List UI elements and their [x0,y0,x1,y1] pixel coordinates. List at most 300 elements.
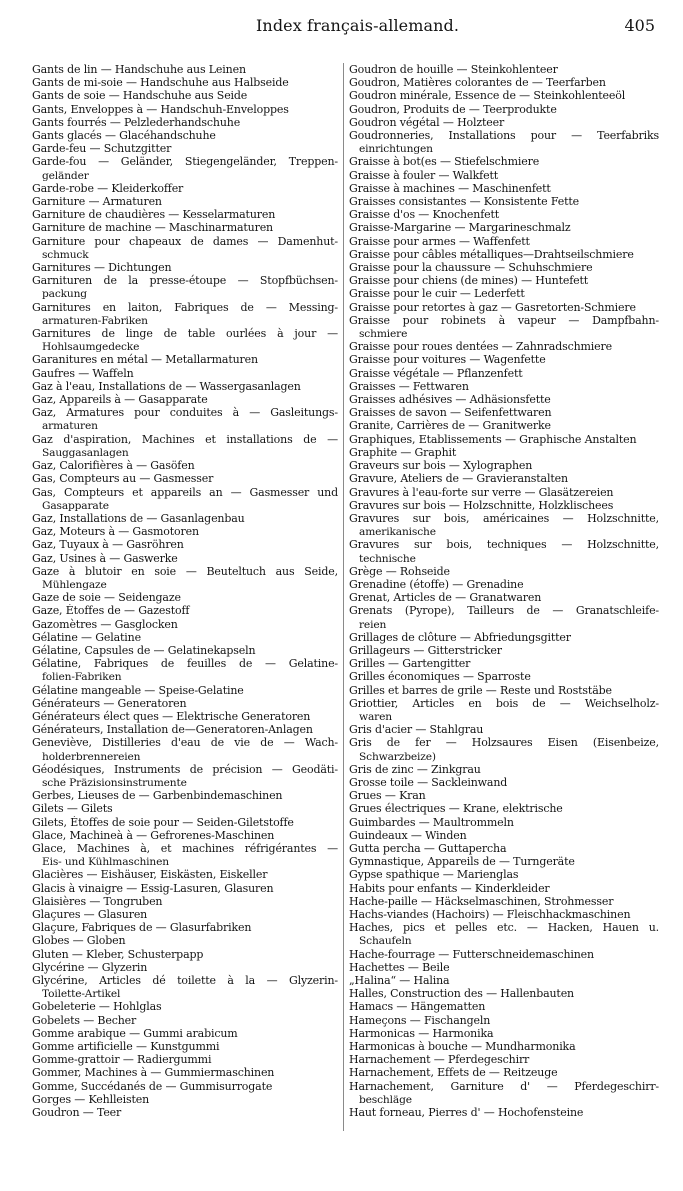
entry-line: Goudron minérale, Essence de — Steinkohlenteeöl [349,89,626,103]
index-entry [349,274,659,287]
entry-line: Garniture — Armaturen [32,195,162,209]
index-entry [349,684,659,697]
entry-line: Garniture de chaudières — Kesselarmaturen [32,208,276,222]
entry-line: Graisse pour chiens (de mines) — Huntefett [349,274,589,288]
entry-line: Gomme-grattoir — Radiergummi [32,1053,212,1067]
entry-line: Guimbardes — Maultrommeln [349,815,514,829]
entry-line: Glacières — Eishäuser, Eiskästen, Eiskeller [32,868,268,882]
index-entry [349,789,659,802]
entry-line: Hachettes — Beile [349,960,450,974]
index-entry [32,116,338,129]
index-entry [349,512,659,538]
index-entry [349,248,659,261]
index-entry [32,512,338,525]
index-entry [32,591,338,604]
index-entry [349,987,659,1000]
index-entry [349,1053,659,1066]
entry-line: Gélatine mangeable — Speise-Gelatine [32,683,244,697]
index-entry [32,486,338,512]
index-entry [349,380,659,393]
index-entry [32,89,338,102]
entry-line: Gommer, Machines à — Gummiermaschinen [32,1066,275,1080]
entry-line: Graisses consistantes — Konsistente Fette [349,195,579,209]
entry-line: Harnachement, Garniture d' — Pferdegeschirr- [349,1079,659,1093]
entry-line: Gravures sur bois, techniques — Holzschnitte, [349,538,659,552]
index-entry [349,816,659,829]
index-entry [349,882,659,895]
entry-line: Goudron de houille — Steinkohlenteer [349,63,558,76]
entry-line: Gaze, Étoffes de — Gazestoff [32,604,190,618]
entry-line: Gaz, Usines à — Gaswerke [32,551,178,565]
entry-line: Hache-paille — Häckselmaschinen, Strohmesser [349,894,614,908]
entry-line: Glaisières — Tongruben [32,894,163,908]
index-entry [349,261,659,274]
index-entry [32,1080,338,1093]
index-entry [32,301,338,327]
index-entry [32,908,338,921]
entry-line: Haut forneau, Pierres d' — Hochofensteine [349,1106,584,1120]
index-entry [349,195,659,208]
entry-line: Graisse pour armes — Waffenfett [349,234,530,248]
entry-continuation: holderbrennereien [42,749,141,763]
entry-line: Gaz, Armatures pour conduites à — Gasleitungs- [32,406,338,420]
entry-line: Grège — Rohseide [349,564,450,578]
entry-continuation: beschläge [359,1092,412,1106]
entry-line: Gomme arabique — Gummi arabicum [32,1026,238,1040]
index-entry [349,657,659,670]
index-entry [32,208,338,221]
index-entry [32,565,338,591]
index-entry [32,829,338,842]
entry-line: Garnitures de linge de table ourlées à jour — [32,327,338,341]
index-entry [32,763,338,789]
entry-line: Garniture de machine — Maschinarmaturen [32,221,273,235]
entry-line: Graisse-Margarine — Margarineschmalz [349,221,571,235]
entry-line: Graphite — Graphit [349,445,457,459]
entry-line: Harmonicas à bouche — Mundharmonika [349,1040,576,1054]
entry-line: Gobeleterie — Hohlglas [32,1000,162,1014]
entry-continuation: armaturen [42,419,98,433]
index-entry [32,1093,338,1106]
index-entry [32,221,338,234]
index-entry [32,1106,338,1119]
entry-line: Gazomètres — Gasglocken [32,617,178,631]
entry-line: Grillages de clôture — Abfriedungsgitter [349,630,571,644]
entry-line: „Halina“ — Halina [349,974,450,988]
index-entry [349,578,659,591]
index-entry [349,1000,659,1013]
entry-line: Gas, Compteurs et appareils an — Gasmesser und [32,485,338,499]
index-entry [349,697,659,723]
index-entry [349,301,659,314]
index-entry [349,89,659,102]
index-entry [349,406,659,419]
entry-line: Graisse végétale — Pflanzenfett [349,366,523,380]
entry-line: Gravure, Ateliers de — Gravieranstalten [349,472,568,486]
entry-line: Graisses de savon — Seifenfettwaren [349,406,552,420]
index-entry [32,406,338,432]
index-entry [349,314,659,340]
entry-line: Graisses — Fettwaren [349,379,469,393]
entry-line: Garnituren de la presse-étoupe — Stopfbüchsen- [32,274,338,288]
entry-line: Garniture pour chapeaux de dames — Damenhut- [32,234,338,248]
index-entry [349,103,659,116]
index-entry [349,486,659,499]
entry-line: Gravures sur bois, américaines — Holzschnitte, [349,511,659,525]
index-entry [349,565,659,578]
index-entry [349,221,659,234]
entry-line: Grilles — Gartengitter [349,657,471,671]
index-entry [349,948,659,961]
index-entry [32,618,338,631]
index-entry [349,393,659,406]
entry-line: Gants de lin — Handschuhe aus Leinen [32,63,246,76]
entry-line: Gerbes, Lieuses de — Garbenbindemaschinen [32,789,283,803]
entry-line: Goudron — Teer [32,1106,122,1120]
entry-line: Gravures à l'eau-forte sur verre — Glasätzereien [349,485,614,499]
entry-line: Garde-fou — Geländer, Stiegengeländer, Treppen- [32,155,338,169]
entry-line: Grues électriques — Krane, elektrische [349,802,563,816]
entry-line: Générateurs — Generatoren [32,696,187,710]
index-entry [349,155,659,168]
entry-line: Graisse à fouler — Walkfett [349,168,498,182]
index-entry [32,235,338,261]
entry-line: Glaçure, Fabriques de — Glasurfabriken [32,921,252,935]
index-entry [32,723,338,736]
entry-line: Guindeaux — Winden [349,828,467,842]
entry-continuation: Gasapparate [42,498,109,512]
index-entry [349,604,659,630]
entry-line: Haches, pics et pelles etc. — Hacken, Hauen u. [349,921,659,935]
entry-line: Générateurs élect ques — Elektrische Generatoren [32,709,311,723]
entry-line: Grilles et barres de grile — Reste und Roststäbe [349,683,612,697]
entry-line: Graisse pour robinets à vapeur — Dampfbahn- [349,313,659,327]
right-column [349,63,659,1119]
index-entry [32,103,338,116]
index-entry [349,63,659,76]
entry-line: Hamacs — Hängematten [349,1000,486,1014]
entry-line: Gélatine, Fabriques de feuilles de — Gelatine- [32,657,338,671]
index-entry [349,855,659,868]
page-header [0,16,683,42]
index-entry [32,155,338,181]
index-entry [349,499,659,512]
entry-line: Graisse pour câbles métalliques—Drahtseilschmiere [349,247,634,261]
index-entry [349,908,659,921]
entry-line: Glaçures — Glasuren [32,908,148,921]
index-title: Index français-allemand. [256,16,460,35]
index-entry [349,723,659,736]
index-entry [349,1106,659,1119]
entry-line: Graveurs sur bois — Xylographen [349,459,533,473]
index-entry [32,538,338,551]
entry-line: Graisse pour roues dentées — Zahnradschmiere [349,340,612,354]
entry-continuation: amerikanische [359,525,436,539]
entry-line: Grosse toile — Sackleinwand [349,775,508,789]
index-entry [32,380,338,393]
index-entry [349,129,659,155]
index-entry [32,974,338,1000]
index-entry [349,974,659,987]
index-entry [349,208,659,221]
entry-continuation: Schwarzbeize) [359,749,436,763]
index-entry [32,367,338,380]
entry-line: Gobelets — Becher [32,1013,137,1027]
index-entry [32,1027,338,1040]
entry-line: Graisse à machines — Maschinenfett [349,181,551,195]
entry-line: Goudron végétal — Holzteer [349,115,505,129]
entry-line: Glycérine, Articles dé toilette à la — Glyzerin- [32,974,338,988]
index-entry [349,776,659,789]
entry-continuation: schmuck [42,247,89,261]
index-entry [32,961,338,974]
column-divider [343,63,344,1131]
entry-line: Gants de soie — Handschuhe aus Seide [32,89,248,103]
index-entry [32,604,338,617]
entry-line: Gélatine — Gelatine [32,630,141,644]
entry-line: Gilets, Étoffes de soie pour — Seiden-Giletstoffe [32,815,294,829]
index-entry [32,802,338,815]
entry-line: Harnachement — Pferdegeschirr [349,1053,530,1067]
page-number: 405 [624,16,655,35]
index-entry [32,842,338,868]
entry-line: Grenat, Articles de — Granatwaren [349,591,542,605]
entry-line: Glace, Machines à, et machines réfrigérantes — [32,841,338,855]
entry-line: Gélatine, Capsules de — Gelatinekapseln [32,643,256,657]
index-entry [349,353,659,366]
entry-line: Gaz d'aspiration, Machines et installations de — [32,432,338,446]
entry-continuation: waren [359,709,392,723]
index-entry [349,644,659,657]
index-entry [32,868,338,881]
entry-line: Graisse pour retortes à gaz — Gasretorten-Schmiere [349,300,636,314]
left-column [32,63,338,1119]
entry-line: Graphiques, Etablissements — Graphische Anstalten [349,432,637,446]
entry-line: Graisse à bot(es — Stiefelschmiere [349,155,540,169]
index-entry [32,261,338,274]
index-entry [349,631,659,644]
entry-line: Graisse d'os — Knochenfett [349,208,500,222]
entry-line: Grenats (Pyrope), Tailleurs de — Granatschleife- [349,604,659,618]
index-entry [349,1014,659,1027]
index-entry [349,895,659,908]
index-entry [32,433,338,459]
entry-line: Gants, Enveloppes à — Handschuh-Enveloppes [32,102,289,116]
entry-line: Gas, Compteurs au — Gasmesser [32,472,214,486]
index-entry [32,393,338,406]
index-entry [32,459,338,472]
entry-line: Gomme, Succédanés de — Gummisurrogate [32,1079,273,1093]
index-entry [32,684,338,697]
entry-line: Graisse pour la chaussure — Schuhschmiere [349,261,593,275]
entry-line: Harmonicas — Harmonika [349,1026,494,1040]
index-entry [32,697,338,710]
index-entry [32,63,338,76]
entry-line: Goudron, Matières colorantes de — Teerfarben [349,76,606,90]
entry-line: Gorges — Kehlleisten [32,1092,150,1106]
index-entry [32,274,338,300]
index-entry [32,657,338,683]
index-entry [32,525,338,538]
index-entry [349,419,659,432]
entry-continuation: armaturen-Fabriken [42,313,148,327]
index-entry [349,842,659,855]
entry-line: Gaz, Moteurs à — Gasmotoren [32,525,199,539]
index-entry [32,1066,338,1079]
entry-line: Garde-robe — Kleiderkoffer [32,181,184,195]
index-entry [349,802,659,815]
index-entry [32,1053,338,1066]
entry-continuation: geländer [42,168,89,182]
entry-line: Griottier, Articles en bois de — Weichselholz- [349,696,659,710]
entry-line: Globes — Globen [32,934,126,948]
entry-line: Grillageurs — Gitterstricker [349,643,502,657]
entry-continuation: schmiere [359,327,408,341]
index-entry [349,829,659,842]
entry-line: Gants fourrés — Pelzlederhandschuhe [32,115,241,129]
index-entry [32,1014,338,1027]
index-entry [32,182,338,195]
entry-line: Gaz, Tuyaux à — Gasröhren [32,538,184,552]
entry-continuation: Sauggasanlagen [42,445,129,459]
entry-line: Garnitures en laiton, Fabriques de — Messing- [32,300,338,314]
index-entry [32,129,338,142]
entry-line: Graisses adhésives — Adhäsionsfette [349,393,551,407]
entry-line: Gaz, Installations de — Gasanlagenbau [32,511,245,525]
entry-line: Graisse pour voitures — Wagenfette [349,353,546,367]
entry-line: Gaze de soie — Seidengaze [32,591,181,605]
index-entry [32,327,338,353]
entry-line: Hache-fourrage — Futterschneidemaschinen [349,947,594,961]
index-entry [32,76,338,89]
index-entry [32,816,338,829]
entry-line: Gaz, Appareils à — Gasapparate [32,393,208,407]
entry-line: Gaz à l'eau, Installations de — Wassergasanlagen [32,379,301,393]
index-entry [349,538,659,564]
entry-line: Gaz, Calorifières à — Gasöfen [32,459,195,473]
entry-line: Gants glacés — Glacéhandschuhe [32,129,216,143]
entry-line: Glacis à vinaigre — Essig-Lasuren, Glasuren [32,881,274,895]
entry-line: Gants de mi-soie — Handschuhe aus Halbseide [32,76,289,90]
entry-continuation: sche Präzisionsinstrumente [42,775,187,789]
index-entry [349,182,659,195]
index-entry [349,446,659,459]
entry-line: Grenadine (étoffe) — Grenadine [349,577,524,591]
entry-continuation: technische [359,551,416,565]
entry-continuation: Eis- und Kühlmaschinen [42,855,169,869]
index-entry [349,1066,659,1079]
entry-line: Graisse pour le cuir — Lederfett [349,287,525,301]
index-entry [349,367,659,380]
entry-line: Gomme artificielle — Kunstgummi [32,1040,220,1054]
entry-continuation: folien-Fabriken [42,670,122,684]
index-entry [32,552,338,565]
entry-line: Glycérine — Glyzerin [32,960,148,974]
entry-line: Glace, Machineà à — Gefrorenes-Maschinen [32,828,275,842]
index-entry [32,948,338,961]
entry-line: Goudronneries, Installations pour — Teerfabriks [349,129,659,143]
index-entry [32,921,338,934]
entry-line: Hameçons — Fischangeln [349,1013,491,1027]
index-entry [349,433,659,446]
index-entry [349,921,659,947]
entry-line: Géodésiques, Instruments de précision — Geodäti- [32,762,338,776]
index-entry [349,868,659,881]
entry-line: Grilles économiques — Sparroste [349,670,531,684]
entry-continuation: reien [359,617,387,631]
entry-line: Hachs-viandes (Hachoirs) — Fleischhackmaschinen [349,908,631,921]
index-entry [32,736,338,762]
index-entry [32,1040,338,1053]
index-entry [349,472,659,485]
entry-continuation: Hohlsaumgedecke [42,340,140,354]
entry-line: Grues — Kran [349,789,426,803]
index-entry [349,340,659,353]
index-entry [32,895,338,908]
index-entry [32,353,338,366]
index-entry [349,287,659,300]
entry-line: Gypse spathique — Marienglas [349,868,519,882]
index-entry [349,670,659,683]
index-entry [32,472,338,485]
entry-line: Garde-feu — Schutzgitter [32,142,172,156]
index-entry [32,934,338,947]
entry-continuation: Schaufeln [359,934,412,948]
entry-line: Granite, Carrières de — Granitwerke [349,419,551,433]
index-entry [349,235,659,248]
entry-line: Gymnastique, Appareils de — Turngeräte [349,855,575,869]
entry-line: Gravures sur bois — Holzschnitte, Holzklischees [349,498,614,512]
entry-line: Gutta percha — Guttapercha [349,841,507,855]
index-entry [349,736,659,762]
index-entry [349,591,659,604]
entry-line: Garanitures en métal — Metallarmaturen [32,353,258,367]
entry-line: Gluten — Kleber, Schusterpapp [32,947,204,961]
entry-line: Gris d'acier — Stahlgrau [349,723,484,737]
entry-line: Halles, Construction des — Hallenbauten [349,987,574,1001]
entry-continuation: Mühlengaze [42,577,107,591]
entry-line: Geneviève, Distilleries d'eau de vie de — Wach- [32,736,338,750]
entry-line: Gilets — Gilets [32,802,113,816]
entry-line: Générateurs, Installation de—Generatoren-Anlagen [32,723,313,737]
index-entry [349,76,659,89]
index-entry [349,459,659,472]
index-entry [349,1040,659,1053]
index-entry [32,195,338,208]
entry-line: Garnitures — Dichtungen [32,261,172,275]
index-entry [32,142,338,155]
index-entry [32,789,338,802]
entry-line: Goudron, Produits de — Teerprodukte [349,102,557,116]
entry-line: Habits pour enfants — Kinderkleider [349,881,550,895]
index-entry [349,169,659,182]
index-entry [349,116,659,129]
entry-line: Gaze à blutoir en soie — Beuteltuch aus Seide, [32,564,338,578]
entry-continuation: einrichtungen [359,142,433,156]
index-entry [32,631,338,644]
entry-line: Gris de zinc — Zinkgrau [349,762,481,776]
entry-line: Gris de fer — Holzsaures Eisen (Eisenbeize, [349,736,659,750]
index-entry [32,644,338,657]
entry-line: Gaufres — Waffeln [32,366,134,380]
index-entry [349,961,659,974]
index-entry [32,1000,338,1013]
index-entry [349,763,659,776]
index-entry [349,1027,659,1040]
entry-continuation: packung [42,287,87,301]
index-entry [32,710,338,723]
index-entry [349,1080,659,1106]
